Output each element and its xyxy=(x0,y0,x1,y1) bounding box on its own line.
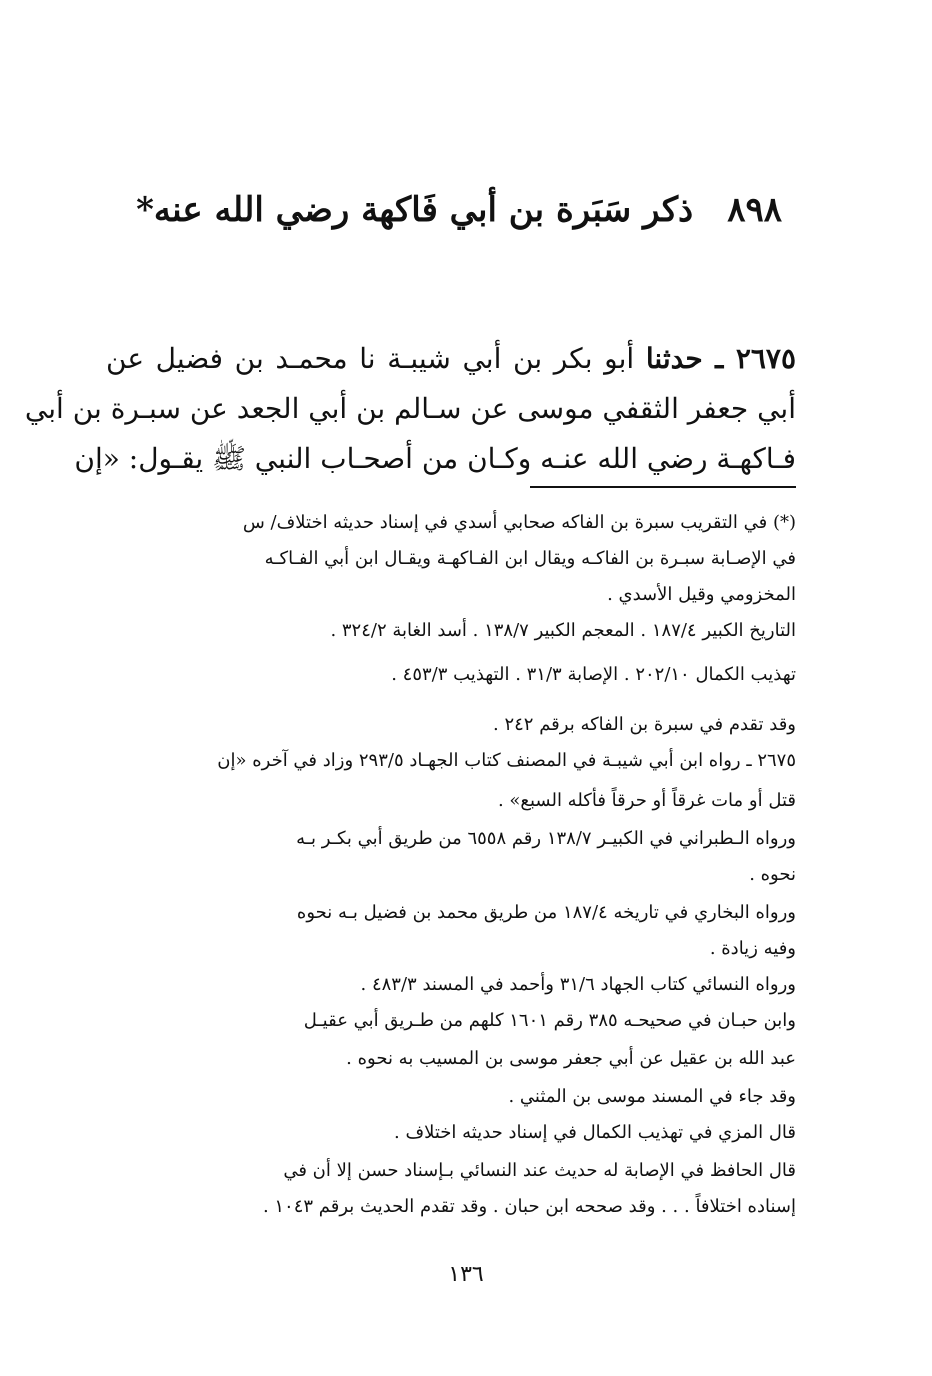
footnote-line: قتل أو مات غرقاً أو حرقاً فأكله السبع» . xyxy=(497,790,796,811)
footnote-line: قال المزي في تهذيب الكمال في إسناد حديثه اختلاف . xyxy=(394,1122,796,1143)
hadith-line: ٢٦٧٥ ـ حدثنا أبو بكر بن أبي شيبـة نا محمـد بن فضيل عن xyxy=(106,342,796,375)
footnote-line: ورواه البخاري في تاريخه ١٨٧/٤ من طريق محمد بن فضيل بـه نحوه xyxy=(296,902,796,923)
footnote-line: قال الحافظ في الإصابة له حديث عند النسائي بـإسناد حسن إلا أن في xyxy=(283,1160,796,1181)
footnote-line: (*) في التقريب سبرة بن الفاكه صحابي أسدي في إسناد حديثه اختلاف/ س xyxy=(242,512,796,533)
chapter-title-text: ذكر سَبَرة بن أبي فَاكهة رضي الله عنه* xyxy=(136,190,694,230)
footnote-line: المخزومي وقيل الأسدي . xyxy=(607,584,796,605)
footnote-line: وقد جاء في المسند موسى بن المثني . xyxy=(508,1086,796,1107)
footnote-line: تهذيب الكمال ٢٠٢/١٠ . الإصابة ٣١/٣ . التهذيب ٤٥٣/٣ . xyxy=(391,664,796,685)
footnote-line: التاريخ الكبير ١٨٧/٤ . المعجم الكبير ١٣٨/٧ . أسد الغابة ٣٢٤/٢ . xyxy=(330,620,796,641)
hadith-lead: ٢٦٧٥ ـ حدثنا xyxy=(645,342,796,375)
footnote-line: عبد الله بن عقيل عن أبي جعفر موسى بن المسيب به نحوه . xyxy=(346,1048,796,1069)
hadith-line: أبي جعفر الثقفي موسى عن سـالم بن أبي الجعد عن سبـرة بن أبي xyxy=(24,392,796,425)
chapter-title xyxy=(136,190,782,230)
footnote-line: وفيه زيادة . xyxy=(709,938,796,959)
footnote-divider xyxy=(530,486,796,488)
page-number: ١٣٦ xyxy=(448,1262,484,1287)
hadith-line: فـاكهـة رضي الله عنـه وكـان من أصحـاب النبي ﷺ يقـول: «إن xyxy=(74,442,796,475)
footnote-line: ورواه النسائي كتاب الجهاد ٣١/٦ وأحمد في المسند ٤٨٣/٣ . xyxy=(360,974,796,995)
footnote-line: ٢٦٧٥ ـ رواه ابن أبي شيبـة في المصنف كتاب الجهـاد ٢٩٣/٥ وزاد في آخره «إن xyxy=(217,750,796,771)
hadith-text xyxy=(24,334,796,484)
footnote-line: في الإصـابة سبـرة بن الفاكـه ويقال ابن الفـاكهـة ويقـال ابن أبي الفـاكـه xyxy=(264,548,796,569)
footnote-line: وقد تقدم في سبرة بن الفاكه برقم ٢٤٢ . xyxy=(493,714,796,735)
footnote-line: نحوه . xyxy=(749,864,796,885)
footnote-line: وابن حبـان في صحيحـه ٣٨٥ رقم ١٦٠١ كلهم من طـريق أبي عقيـل xyxy=(303,1010,796,1031)
footnote-line: ورواه الـطبراني في الكبيـر ١٣٨/٧ رقم ٦٥٥٨ من طريق أبي بكـر بـه xyxy=(296,828,796,849)
footnote-line: إسناده اختلافاً . . . وقد صححه ابن حبان . وقد تقدم الحديث برقم ١٠٤٣ . xyxy=(262,1196,796,1217)
chapter-number: ٨٩٨ xyxy=(727,190,782,230)
